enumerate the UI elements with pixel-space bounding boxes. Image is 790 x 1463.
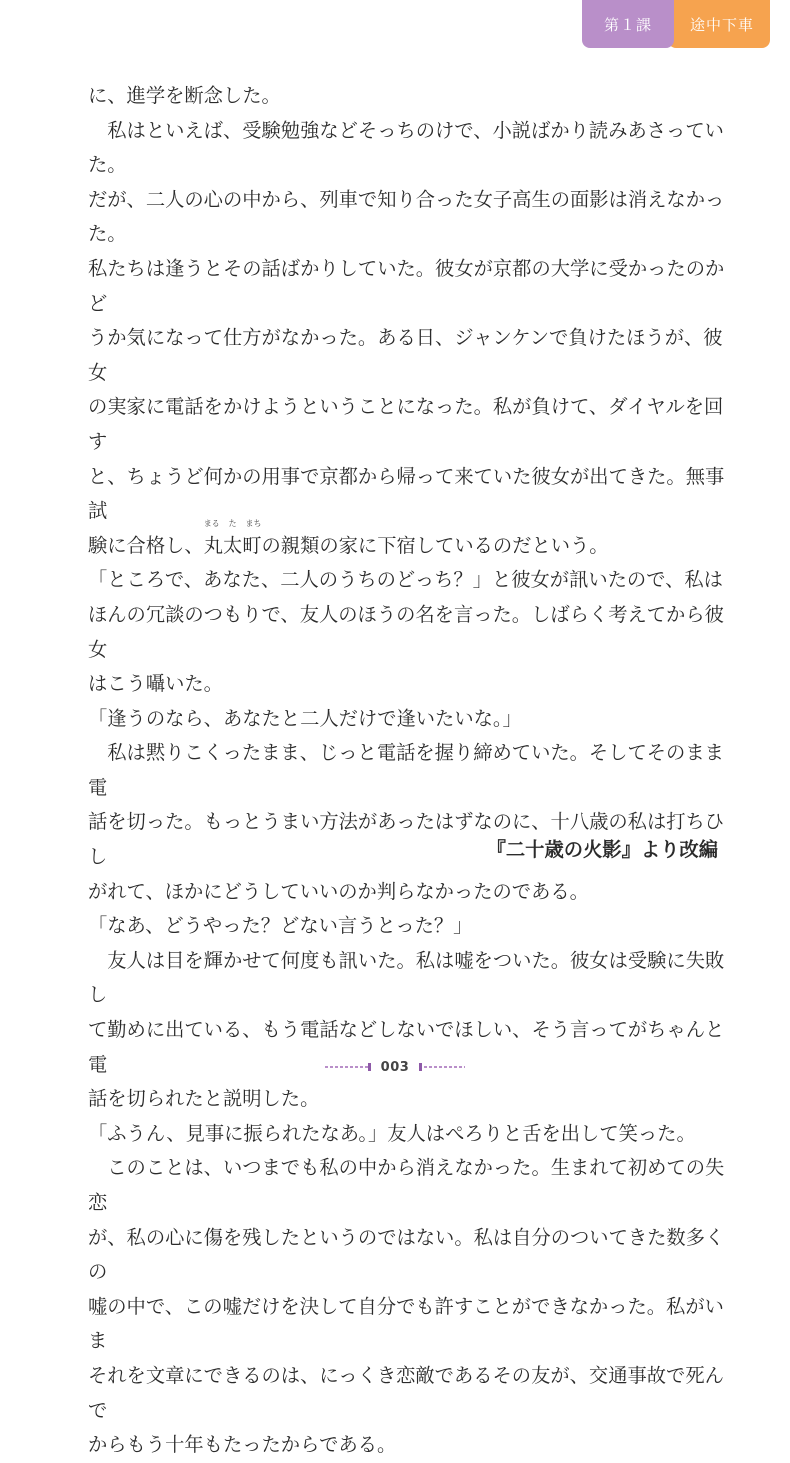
text-line: からもう十年もたったからである。 <box>88 1433 397 1457</box>
text-line: だが、二人の心の中から、列車で知り合った女子高生の面影は消えなかった。 <box>88 187 725 246</box>
chapter-tabs <box>582 0 770 48</box>
paragraph-2 <box>88 114 728 564</box>
text-line: 「ふうん、見事に振られたなあ。」友人はぺろりと舌を出して笑った。 <box>88 1121 696 1145</box>
page-number: 003 <box>380 1059 410 1075</box>
text-line: 「なあ、どうやった？どない言うとった？」 <box>88 914 473 938</box>
paragraph-8 <box>88 1117 728 1152</box>
paragraph-5 <box>88 736 728 909</box>
text-line: が、私の心に傷を残したというのではない。私は自分のついてきた数多くの <box>88 1225 725 1284</box>
text-line: 嘘の中で、この嘘だけを決して自分でも許すことができなかった。私がいま <box>88 1294 724 1353</box>
text-line-with-ruby <box>88 518 728 564</box>
paragraph-9 <box>88 1151 728 1462</box>
furigana-1: まる <box>203 518 220 528</box>
paragraph-1 <box>88 79 728 114</box>
text-line: がれて、ほかにどうしていいのか判らなかったのである。 <box>88 879 589 903</box>
furigana-3: まち <box>245 518 262 528</box>
ruby-word <box>203 518 262 564</box>
paragraph-4 <box>88 702 728 737</box>
text-line: このことは、いつまでも私の中から消えなかった。生まれて初めての失恋 <box>88 1156 725 1214</box>
text-line: それを文章にできるのは、にっくき恋敵であるその友が、交通事故で死んで <box>88 1363 724 1422</box>
text-line: 私は黙りこくったまま、じっと電話を握り締めていた。そしてそのまま電 <box>88 741 724 799</box>
paragraph-7 <box>88 944 728 1117</box>
ruby-line-after: の親類の家に下宿しているのだという。 <box>261 533 609 557</box>
ruby-base: 丸太町 <box>203 533 262 557</box>
text-line: 話を切られたと説明した。 <box>88 1087 320 1111</box>
text-line: うか気になって仕方がなかった。ある日、ジャンケンで負けたほうが、彼女 <box>88 326 723 384</box>
page-footer <box>0 1052 790 1082</box>
furigana-2: た <box>228 518 237 528</box>
text-line: 私たちは逢うとその話ばかりしていた。彼女が京都の大学に受かったのかど <box>88 256 725 315</box>
paragraph-6 <box>88 909 728 944</box>
text-line: 私はといえば、受験勉強などそっちのけで、小説ばかり読みあさっていた。 <box>88 118 724 177</box>
text-line: 「逢うのなら、あなたと二人だけで逢いたいな。」 <box>88 706 522 730</box>
footer-ornament-left <box>325 1066 371 1068</box>
source-citation: 『二十歳の火影』より改編 <box>486 838 718 861</box>
lesson-title-tab: 途中下車 <box>668 0 770 48</box>
paragraph-3 <box>88 563 728 701</box>
text-line: て勤めに出ている、もう電話などしないでほしい、そう言ってがちゃんと電 <box>88 1018 725 1076</box>
footer-ornament-right <box>419 1066 465 1068</box>
lesson-tab: 第１課 <box>582 0 674 48</box>
text-line: の実家に電話をかけようということになった。私が負けて、ダイヤルを回す <box>88 395 724 453</box>
text-line: 友人は目を輝かせて何度も訊いた。私は嘘をついた。彼女は受験に失敗し <box>88 948 725 1007</box>
text-line: と、ちょうど何かの用事で京都から帰って来ていた彼女が出てきた。無事試 <box>88 464 725 523</box>
text-line: 話を切った。もっとうまい方法があったはずなのに、十八歳の私は打ちひし <box>88 810 725 869</box>
text-line: ほんの冗談のつもりで、友人のほうの名を言った。しばらく考えてから彼女 <box>88 602 724 661</box>
text-line: に、進学を断念した。 <box>88 84 281 107</box>
ruby-line-before: 験に合格し、 <box>88 533 204 557</box>
furigana <box>204 519 262 529</box>
story-text <box>88 79 728 1463</box>
text-line: 「ところで、あなた、二人のうちのどっち？」と彼女が訊いたので、私は <box>88 568 723 592</box>
text-line: はこう囁いた。 <box>88 672 223 696</box>
